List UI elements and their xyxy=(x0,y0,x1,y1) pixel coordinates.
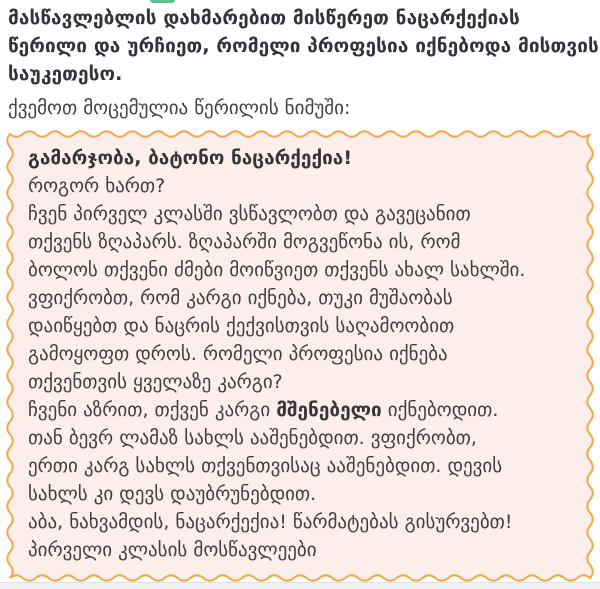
letter-line: სახლს კი დევს დაუბრუნებდით. xyxy=(28,483,317,505)
instruction-heading xyxy=(8,4,599,88)
letter-content xyxy=(6,130,594,564)
sample-note: ქვემოთ მოცემულია წერილის ნიმუში: xyxy=(8,97,351,119)
letter-line: დაიწყებთ და ნაცრის ქექვისთვის საღამოობით xyxy=(28,315,455,337)
instruction-heading-line: წერილი და ურჩიეთ, რომელი პროფესია იქნებოდა მისთვის xyxy=(8,35,599,57)
letter-line: ვფიქრობთ, რომ კარგი იქნება, თუკი მუშაობას xyxy=(28,287,453,309)
letter-line: თქვენთვის ყველაზე კარგი? xyxy=(28,371,283,393)
instruction-heading-line: საუკეთესო. xyxy=(8,63,123,85)
letter-line: ჩვენ პირველ კლასში ვსწავლობთ და გავეცანით xyxy=(28,203,471,225)
letter-opinion-prefix: ჩვენი აზრით, თქვენ კარგი xyxy=(28,399,277,421)
letter-line: ერთი კარგ სახლს თქვენთვისაც ააშენებდით. დევის xyxy=(28,455,503,477)
letter-opinion-suffix: იქნებოდით. xyxy=(381,399,499,421)
footer-strip xyxy=(0,582,600,589)
letter-signature: პირველი კლასის მოსწავლეები xyxy=(28,539,317,561)
letter-line: თქვენს ზღაპარს. ზღაპარში მოგვეწონა ის, რომ xyxy=(28,231,461,253)
letter-line: გამოყოფთ დროს. რომელი პროფესია იქნება xyxy=(28,343,448,365)
letter-opinion-line xyxy=(28,396,574,424)
task-instruction xyxy=(0,0,600,122)
letter-line: ბოლოს თქვენი ძმები მოიწვიეთ თქვენს ახალ სახლში. xyxy=(28,259,526,281)
letter-greeting: გამარჯობა, ბატონო ნაცარქექია! xyxy=(28,147,352,169)
instruction-heading-line: მასწავლებლის დახმარებით მისწერეთ ნაცარქექიას xyxy=(8,7,520,29)
scroll-indicator xyxy=(150,0,175,3)
letter-line: თან ბევრ ლამაზ სახლს ააშენებდით. ვფიქრობთ, xyxy=(28,427,477,449)
letter-card xyxy=(6,130,594,582)
letter-line: როგორ ხართ? xyxy=(28,175,166,197)
letter-farewell: აბა, ნახვამდის, ნაცარქექია! წარმატებას გისურვებთ! xyxy=(28,511,513,533)
bold-profession-word: მშენებელი xyxy=(276,399,382,421)
